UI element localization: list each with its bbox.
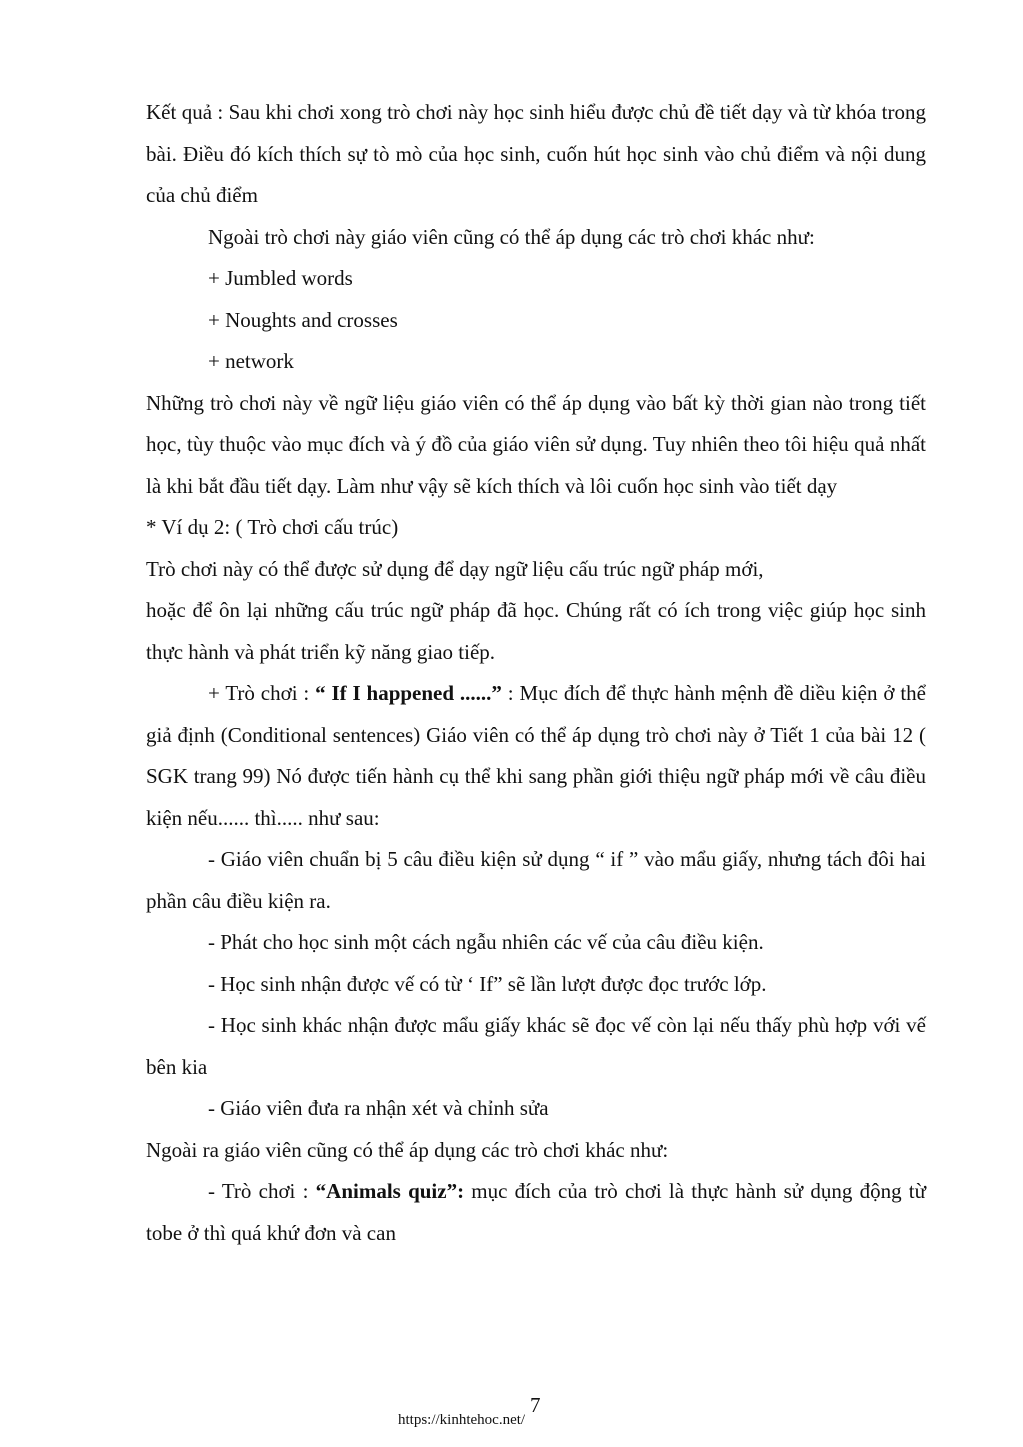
document-body (146, 92, 926, 1254)
game1-title: “ If I happened ......” (315, 681, 502, 705)
result-paragraph: Kết quả : Sau khi chơi xong trò chơi này học sinh hiểu được chủ đề tiết dạy và từ khóa trong bài. Điều đó kích thích sự tò mò của học sinh, cuốn hút học sinh vào chủ điểm và nội dung của chủ điểm (146, 100, 926, 207)
game2-title: “Animals quiz”: (315, 1179, 465, 1203)
step-item: - Học sinh khác nhận được mẩu giấy khác sẽ đọc vế còn lại nếu thấy phù hợp với vế bên kia (146, 1013, 926, 1079)
game1-prefix: + Trò chơi : (208, 681, 316, 705)
game1-description: : Mục đích để thực hành mệnh đề diều kiện ở thể giả định (Conditional sentences) Giáo viên có thể áp dụng trò chơi này ở Tiết 1 của bài 12 ( SGK trang 99) Nó được tiến hành cụ thể khi sang phần giới thiệu ngữ pháp mới về câu điều kiện nếu...... thì..... như sau: (146, 681, 926, 830)
step-item: - Phát cho học sinh một cách ngẫu nhiên các vế của câu điều kiện. (208, 930, 764, 954)
list-item: + Jumbled words (208, 266, 353, 290)
step-item: - Giáo viên chuẩn bị 5 câu điều kiện sử dụng “ if ” vào mẩu giấy, nhưng tách đôi hai phần câu điều kiện ra. (146, 847, 926, 913)
list-item: + Noughts and crosses (208, 307, 398, 332)
structure-game-line1: Trò chơi này có thể được sử dụng để dạy ngữ liệu cấu trúc ngữ pháp mới, (146, 556, 764, 581)
game2-prefix: - Trò chơi : (208, 1179, 316, 1203)
usage-paragraph: Những trò chơi này về ngữ liệu giáo viên có thể áp dụng vào bất kỳ thời gian nào trong tiết học, tùy thuộc vào mục đích và ý đồ của giáo viên sử dụng. Tuy nhiên theo tôi hiệu quả nhất là khi bắt đầu tiết dạy. Làm như vậy sẽ kích thích và lôi cuốn học sinh vào tiết dạy (146, 390, 926, 498)
step-item: - Học sinh nhận được vế có từ ‘ If” sẽ lần lượt được đọc trước lớp. (208, 971, 767, 996)
game1-paragraph (146, 673, 926, 839)
step-item: - Giáo viên đưa ra nhận xét và chỉnh sửa (208, 1096, 549, 1120)
list-item: + network (208, 349, 294, 373)
game2-description: mục đích của trò chơi là thực hành sử dụng động từ tobe ở thì quá khứ đơn và can (146, 1179, 927, 1245)
footer-url[interactable]: https://kinhtehoc.net/ (398, 1412, 526, 1428)
game2-paragraph (146, 1171, 926, 1254)
game-list (146, 258, 926, 383)
additional-games-intro: Ngoài ra giáo viên cũng có thể áp dụng các trò chơi khác như: (146, 1137, 669, 1162)
example-heading: * Ví dụ 2: ( Trò chơi cấu trúc) (146, 515, 399, 539)
other-games-intro: Ngoài trò chơi này giáo viên cũng có thể áp dụng các trò chơi khác như: (208, 224, 815, 249)
structure-game-paragraph: hoặc để ôn lại những cấu trúc ngữ pháp đã học. Chúng rất có ích trong việc giúp học sinh thực hành và phát triển kỹ năng giao tiếp. (146, 598, 926, 664)
page-number: 7 (530, 1393, 541, 1417)
